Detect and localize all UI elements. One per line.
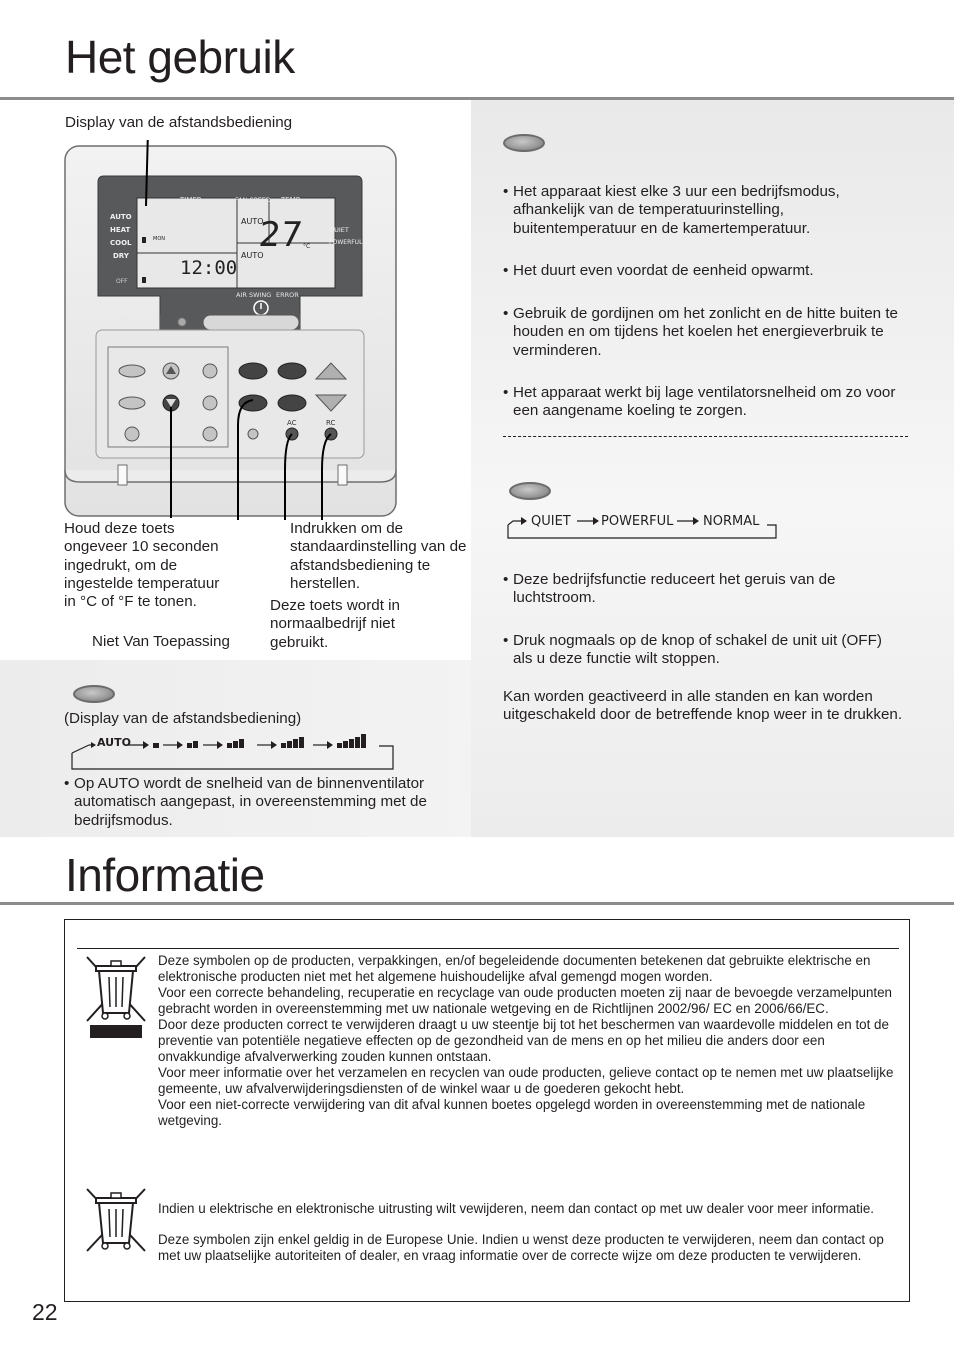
remote-controller-illustration [60,140,405,520]
quiet-note: Kan worden geactiveerd in alle standen en kan worden uitgeschakeld door de betreffende knop weer in te drukken. [503,688,903,724]
fan-auto-note: • Op AUTO wordt de snelheid van de binnenventilator automatisch aangepast, in overeenstemming met de bedrijfsmodus. [64,775,484,830]
callout-not-applicable: Niet Van Toepassing [92,633,230,650]
auto-mode-button-icon [503,134,545,152]
info-block-1 [158,953,898,1129]
auto-bullet-2: • Het duurt even voordat de eenheid opwarmt. [503,262,903,280]
fan-display-caption: (Display van de afstandsbediening) [64,710,302,727]
svg-text:12:00: 12:00 [180,257,238,279]
quiet-powerful-sequence [505,511,780,541]
svg-text:°C: °C [303,243,311,250]
fan-speed-sequence [67,733,397,773]
svg-text:POWERFUL: POWERFUL [329,239,363,246]
mode-powerful: POWERFUL [601,514,674,529]
auto-bullet-1: • Het apparaat kiest elke 3 uur een bedrijfsmodus, afhankelijk van de temperatuurinstelling, buitentemperatuur en de kamertemperatuur. [503,183,903,238]
callout-hold-button: Houd deze toets ongeveer 10 seconden ingedrukt, om de ingestelde temperatuur in °C of °F te tonen. [64,520,220,611]
svg-text:AUTO: AUTO [241,217,264,226]
svg-text:HEAT: HEAT [110,226,131,234]
fan-sequence-auto: AUTO [97,736,131,749]
mode-normal: NORMAL [703,514,760,529]
page-title-usage: Het gebruik [65,31,295,83]
info-box [64,919,910,1302]
info-box-rule [77,948,899,949]
info-paragraph: Door deze producten correct te verwijderen draagt u uw steentje bij tot het beschermen van waardevolle middelen en tot de preventie van potentiële negatieve effecten op de gezondheid van de mens en op het milieu die anders door een onvakkundige afvalverwerking zouden kunnen ontstaan. [158,1017,889,1064]
svg-text:27: 27 [256,215,305,255]
info-paragraph: Voor een niet-correcte verwijdering van dit afval kunnen boetes opgelegd worden in overeenstemming met de nationale wetgeving. [158,1097,866,1128]
svg-text:AC: AC [287,419,297,427]
info-paragraph: Voor een correcte behandeling, recuperatie en recyclage van oude producten moeten zij naar de bevoegde verzamelpunten gebracht worden in overeenstemming met uw nationale wetgeving en de Richtlijnen 2002/96/ EC en 2006/66/EC. [158,985,892,1016]
svg-text:QUIET: QUIET [329,226,349,234]
svg-text:MON: MON [153,236,165,242]
svg-text:AIR SWING: AIR SWING [236,291,272,299]
svg-text:FAN SPEED: FAN SPEED [235,196,271,204]
weee-bin-icon-with-bar [83,953,149,1041]
svg-text:DRY: DRY [113,252,129,260]
svg-text:TIMER: TIMER [180,196,202,204]
svg-text:TEMP: TEMP [281,196,300,204]
info-paragraph: Voor meer informatie over het verzamelen en recyclen van oude producten, gelieve contact op te nemen met uw plaatselijke gemeente, uw afvalverwijderingsdiensten of de winkel waar u de goederen gekocht hebt. [158,1065,894,1096]
info-title-rule [0,902,954,905]
info-paragraph: Indien u elektrische en elektronische uitrusting wilt vewijderen, neem dan contact op met uw dealer voor meer informatie. [158,1201,875,1216]
fan-speed-button-icon [73,685,115,703]
title-rule [0,97,954,100]
quiet-powerful-button-icon [509,482,551,500]
quiet-bullet-2: • Druk nogmaals op de knop of schakel de unit uit (OFF) als u deze functie wilt stoppen. [503,632,903,669]
callout-reset-defaults: Indrukken om de standaardinstelling van de afstandsbediening te herstellen. [290,520,467,592]
section-divider [503,436,908,437]
weee-bin-icon [83,1185,149,1255]
page-number: 22 [32,1299,58,1325]
svg-text:COOL: COOL [110,239,132,247]
svg-text:OFF: OFF [116,278,128,285]
callout-not-used: Deze toets wordt in normaalbedrijf niet gebruikt. [270,597,400,651]
quiet-bullet-1: • Deze bedrijfsfunctie reduceert het geruis van de luchtstroom. [503,571,903,608]
page-title-info: Informatie [65,849,265,901]
svg-text:ERROR: ERROR [276,291,299,299]
info-paragraph: Deze symbolen zijn enkel geldig in de Europese Unie. Indien u wenst deze producten te verwijderen, neem dan contact op met uw plaatselijke autoriteiten of dealer, en vraag informatie over de correcte wijze om deze producten te verwijderen. [158,1232,884,1263]
info-paragraph: Deze symbolen op de producten, verpakkingen, en/of begeleidende documenten betekenen dat gebruikte elektrische en elektronische producten niet met het algemene huishoudelijke afval gemengd mogen worden. [158,953,871,984]
info-block-2 [158,1201,898,1264]
svg-text:AUTO: AUTO [110,213,132,221]
display-caption: Display van de afstandsbediening [65,114,293,131]
auto-bullet-4: • Het apparaat werkt bij lage ventilatorsnelheid om zo voor een aangename koeling te zorgen. [503,384,918,421]
svg-text:RC: RC [326,419,336,427]
auto-bullet-3: • Gebruik de gordijnen om het zonlicht en de hitte buiten te houden en om tijdens het koelen het energieverbruik te verminderen. [503,305,903,360]
mode-quiet: QUIET [531,514,571,529]
svg-text:AUTO: AUTO [241,251,264,260]
